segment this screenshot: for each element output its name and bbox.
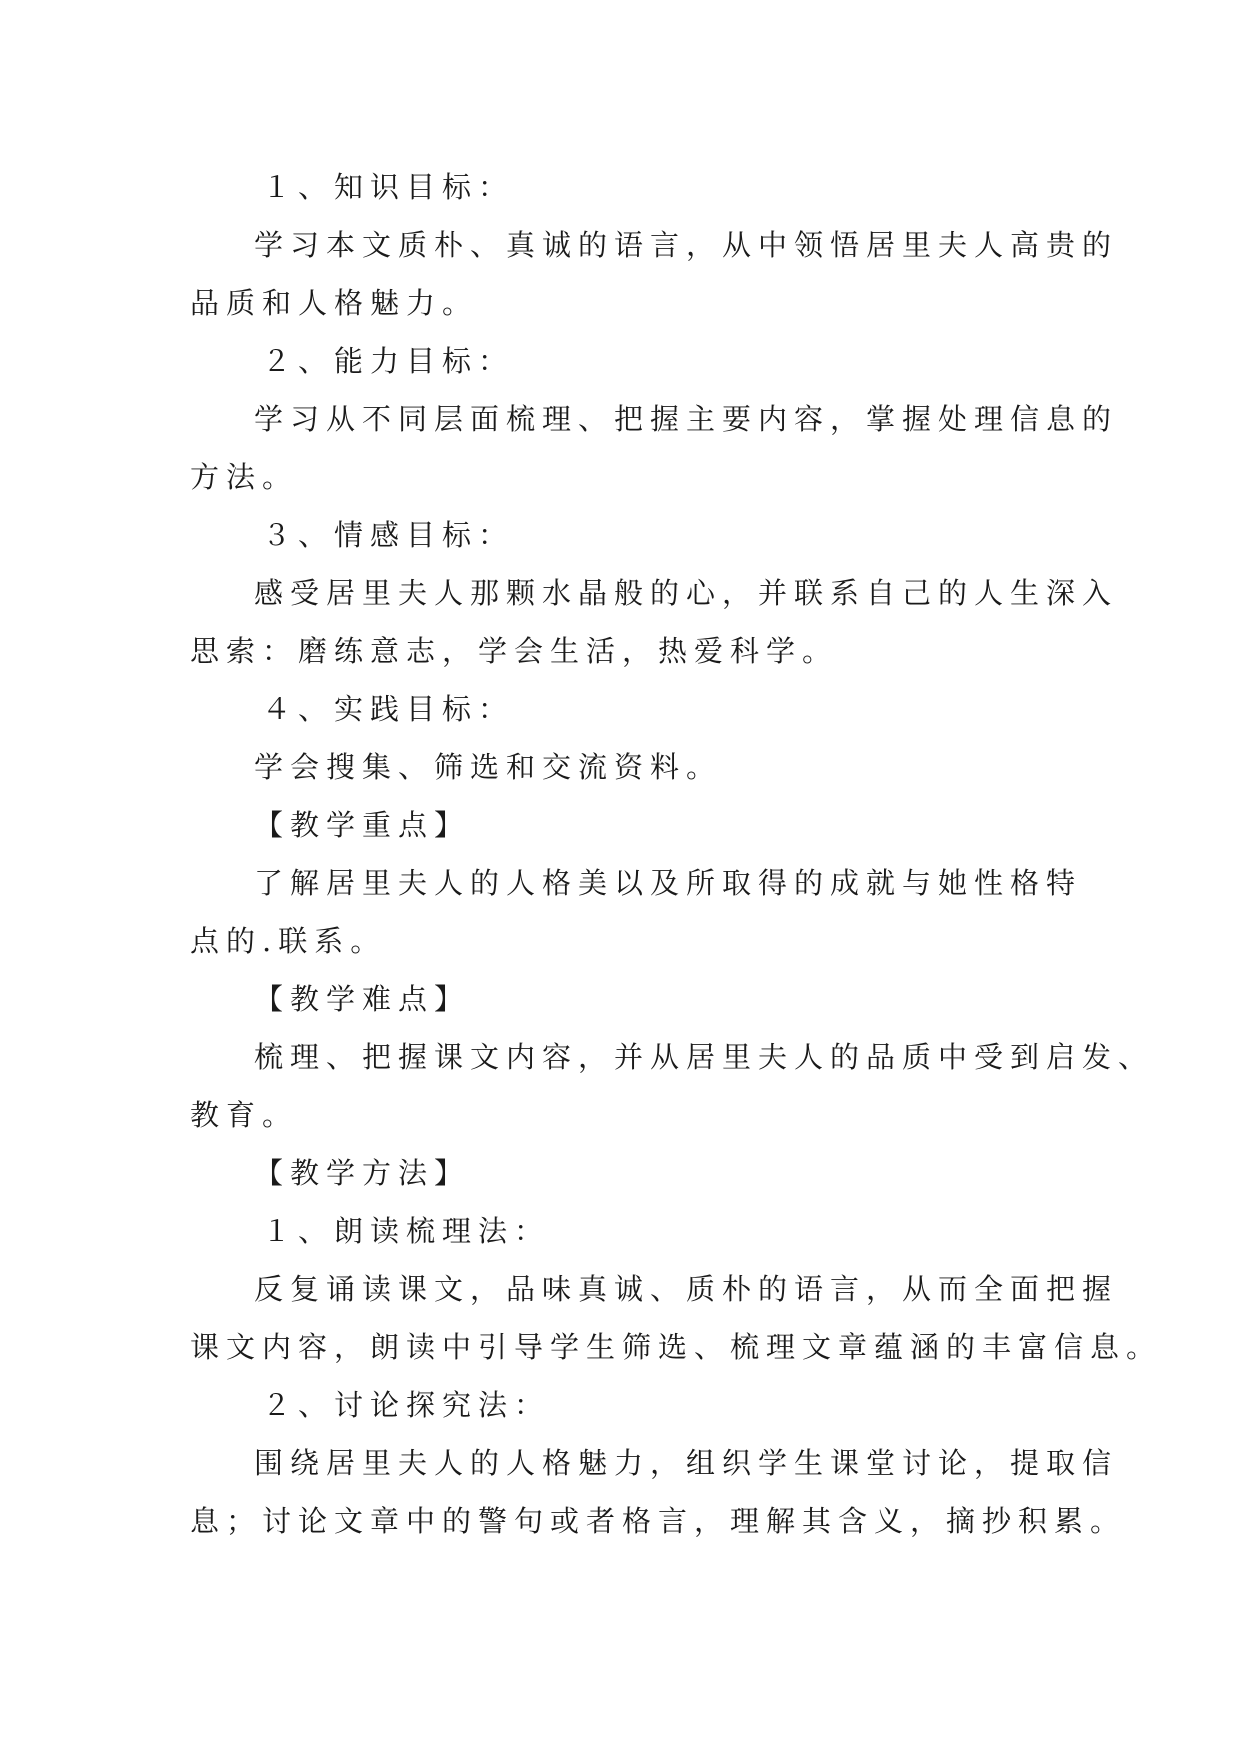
paragraph-line: 方法。 [190,460,299,494]
paragraph-line: 围绕居里夫人的人格魅力，组织学生课堂讨论，提取信 [254,1446,1119,1480]
paragraph-line: 教育。 [190,1098,299,1132]
section-heading-teaching-focus: 【教学重点】 [254,808,471,842]
paragraph-line: 课文内容，朗读中引导学生筛选、梳理文章蕴涵的丰富信息。 [190,1330,1163,1364]
paragraph-line: 品质和人格魅力。 [190,286,479,320]
paragraph-line: 学习本文质朴、真诚的语言，从中领悟居里夫人高贵的 [254,228,1119,262]
document-body [190,158,1163,1550]
section-heading-discussion-method: ２、讨论探究法： [262,1388,551,1422]
section-heading-reading-method: １、朗读梳理法： [262,1214,551,1248]
paragraph-line: 感受居里夫人那颗水晶般的心，并联系自己的人生深入 [254,576,1119,610]
paragraph-line: 学习从不同层面梳理、把握主要内容，掌握处理信息的 [254,402,1119,436]
section-heading-practice-goal: ４、实践目标： [262,692,515,726]
section-heading-ability-goal: ２、能力目标： [262,344,515,378]
paragraph-line: 梳理、把握课文内容，并从居里夫人的品质中受到启发、 [254,1040,1155,1074]
section-heading-knowledge-goal: １、知识目标： [262,170,515,204]
paragraph-line: 点的.联系。 [190,924,387,958]
paragraph-line: 学会搜集、筛选和交流资料。 [254,750,723,784]
paragraph-line: 反复诵读课文，品味真诚、质朴的语言，从而全面把握 [254,1272,1119,1306]
section-heading-teaching-method: 【教学方法】 [254,1156,471,1190]
paragraph-line: 了解居里夫人的人格美以及所取得的成就与她性格特 [254,866,1083,900]
section-heading-emotion-goal: ３、情感目标： [262,518,515,552]
paragraph-line: 息；讨论文章中的警句或者格言，理解其含义，摘抄积累。 [190,1504,1127,1538]
paragraph-line: 思索：磨练意志，学会生活，热爱科学。 [190,634,839,668]
section-heading-teaching-difficulty: 【教学难点】 [254,982,471,1016]
